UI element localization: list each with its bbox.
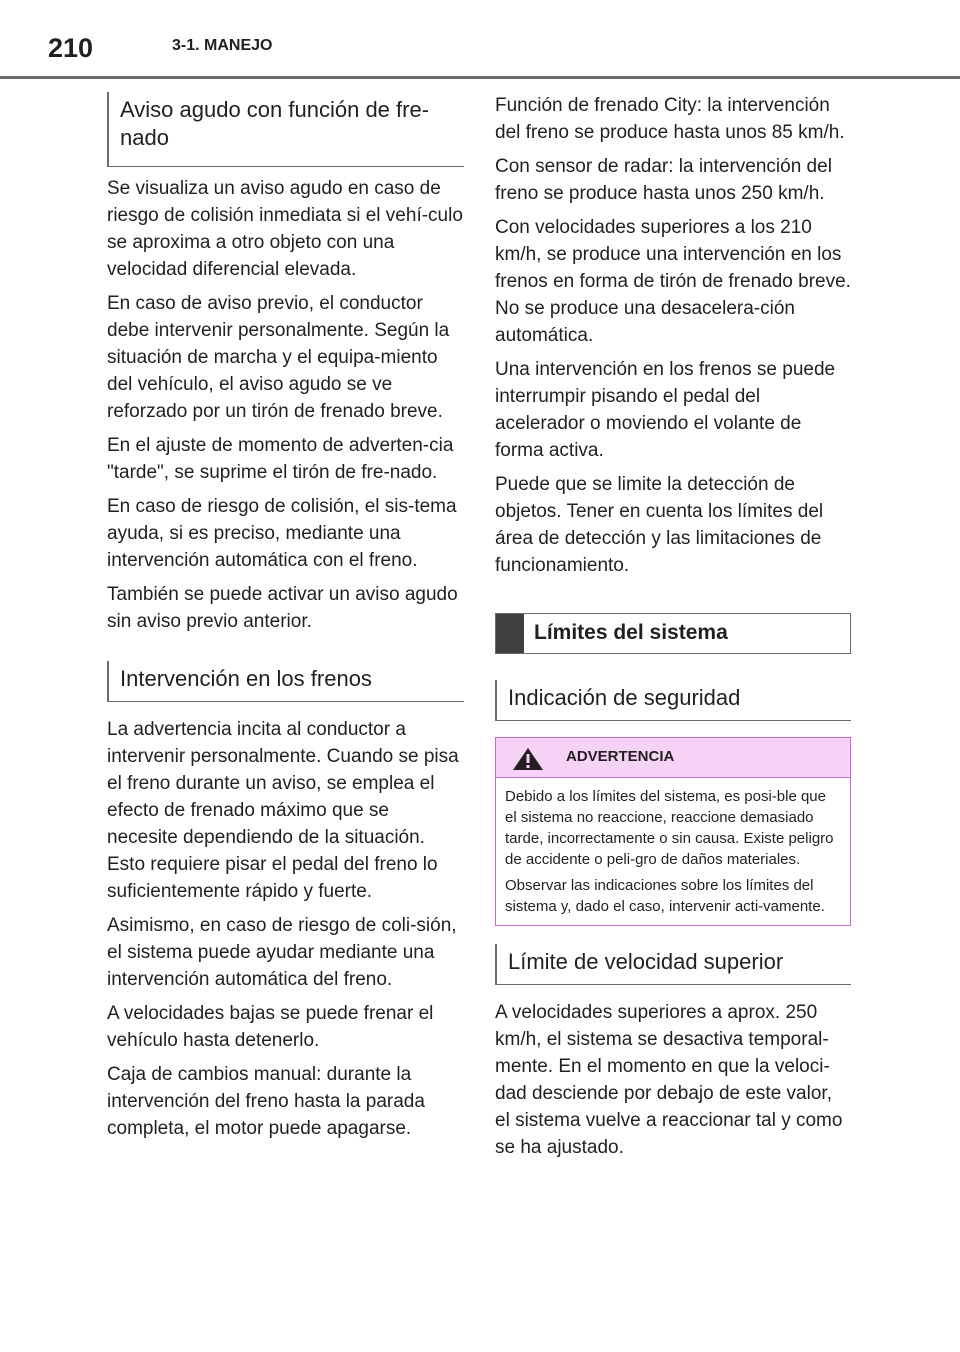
paragraph: Se visualiza un aviso agudo en caso de riesgo de colisión inmediata si el vehí-culo se aproxima a otro objeto con una velocidad diferencial elevada.: [107, 178, 463, 280]
paragraph: Con sensor de radar: la intervención del freno se produce hasta unos 250 km/h.: [495, 156, 832, 204]
warning-header: [496, 738, 850, 778]
paragraph: A velocidades bajas se puede frenar el vehículo hasta detenerlo.: [107, 1003, 434, 1051]
section-label: 3-1. MANEJO: [172, 37, 273, 54]
heading-acute-warning: Aviso agudo con función de fre- nado: [107, 92, 464, 167]
paragraph: Con velocidades superiores a los 210 km/h, se produce una intervención en los frenos en forma de tirón de frenado breve. No se produce una desacelera-ción automática.: [495, 217, 851, 346]
paragraph: Caja de cambios manual: durante la intervención del freno hasta la parada completa, el motor puede apagarse.: [107, 1064, 425, 1139]
warning-body: [496, 778, 850, 925]
warning-paragraph: Debido a los límites del sistema, es posi-ble que el sistema no reaccione, reaccione demasiado tarde, incorrectamente o sin causa. Existe peligro de accidente o peli-gro de daños materiales.: [505, 788, 834, 868]
paragraph: Asimismo, en caso de riesgo de coli-sión, el sistema puede ayudar mediante una intervención automática del freno.: [107, 915, 457, 990]
system-limits-block-heading: [495, 613, 851, 654]
warning-paragraph: Observar las indicaciones sobre los límites del sistema y, dado el caso, intervenir acti-vamente.: [505, 877, 825, 915]
paragraph: Función de frenado City: la intervención del freno se produce hasta unos 85 km/h.: [495, 95, 845, 143]
paragraph: En caso de riesgo de colisión, el sis-tema ayuda, si es preciso, mediante una intervención automática con el freno.: [107, 496, 457, 571]
right-column: [495, 92, 851, 1161]
block-heading-title: Límites del sistema: [534, 621, 728, 644]
heading-speed-limit: Límite de velocidad superior: [495, 944, 851, 985]
warning-triangle-icon: [512, 747, 544, 776]
heading-safety-note: Indicación de seguridad: [495, 680, 851, 721]
page-number: 210: [48, 33, 94, 63]
left-column: [107, 92, 464, 1142]
paragraph: Puede que se limite la detección de objetos. Tener en cuenta los límites del área de detección y las limitaciones de funcionamiento.: [495, 474, 824, 576]
paragraph: La advertencia incita al conductor a intervenir personalmente. Cuando se pisa el freno durante un aviso, se emplea el efecto de frenado máximo que se necesite dependiendo de la situación. Esto requiere pisar el pedal del freno lo suficientemente rápido y fuerte.: [107, 719, 459, 902]
paragraph: A velocidades superiores a aprox. 250 km/h, el sistema se desactiva temporal-mente. En el momento en que la veloci-dad desciende por debajo de este valor, el sistema vuelve a reaccionar tal y como se ha ajustado.: [495, 1002, 843, 1158]
warning-title: ADVERTENCIA: [566, 748, 675, 765]
paragraph: También se puede activar un aviso agudo sin aviso previo anterior.: [107, 584, 458, 632]
heading-brake-intervention: Intervención en los frenos: [107, 661, 464, 702]
header-rule: [0, 76, 960, 79]
paragraph: Una intervención en los frenos se puede interrumpir pisando el pedal del acelerador o moviendo el volante de forma activa.: [495, 359, 836, 461]
paragraph: En el ajuste de momento de adverten-cia "tarde", se suprime el tirón de fre-nado.: [107, 435, 454, 483]
paragraph: En caso de aviso previo, el conductor debe intervenir personalmente. Según la situación de marcha y el equipa-miento del vehículo, el aviso agudo se ve reforzado por un tirón de frenado breve.: [107, 293, 450, 422]
block-heading-bar: [496, 614, 524, 653]
warning-box: [495, 737, 851, 926]
page-header: [0, 0, 960, 80]
